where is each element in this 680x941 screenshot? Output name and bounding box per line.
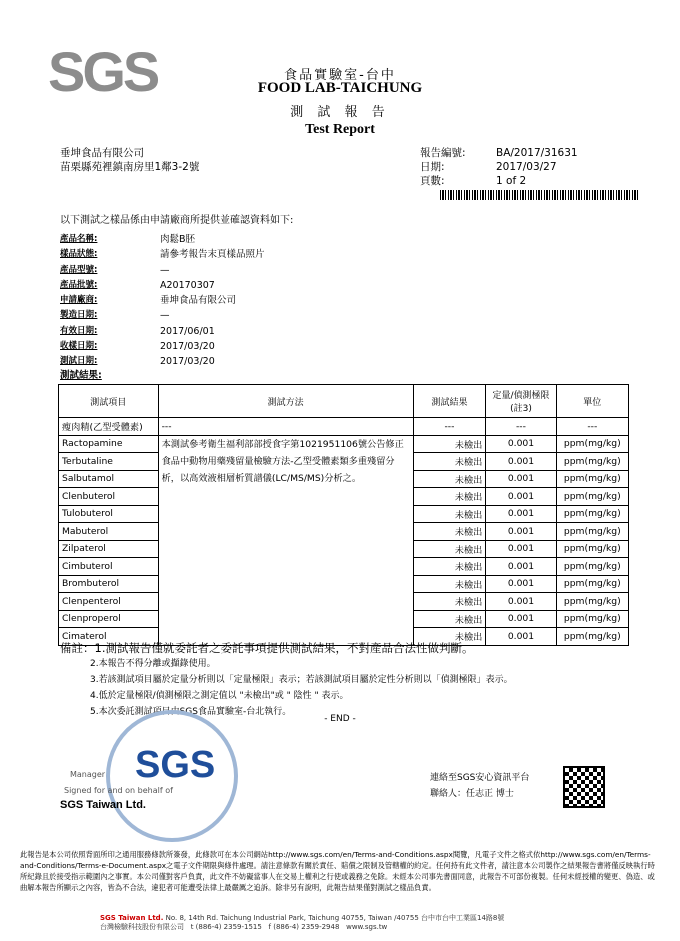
cell-unit: ppm(mg/kg) xyxy=(556,470,628,488)
cell-unit: ppm(mg/kg) xyxy=(556,523,628,541)
info-label: 樣品狀態: xyxy=(60,249,98,260)
info-value: 肉鬆B胚 xyxy=(160,234,196,245)
table-row xyxy=(59,435,629,453)
contact-line-1: 連絡至SGS安心資訊平台 xyxy=(430,773,530,783)
cell-item: Cimbuterol xyxy=(59,558,159,576)
cell-method: 本測試參考衛生福利部部授食字第1021951106號公告修正食品中動物用藥殘留量檢驗方法-乙型受體素類多重殘留分析，以高效液相層析質譜儀(LC/MS/MS)分析之。 xyxy=(158,435,413,645)
report-no: BA/2017/31631 xyxy=(496,147,578,159)
group-unit: --- xyxy=(556,418,628,436)
info-label: 申請廠商: xyxy=(60,295,98,306)
note-5: 5.本次委託測試項目由SGS食品實驗室-台北執行。 xyxy=(90,707,292,717)
intro-text: 以下測試之樣品係由申請廠商所提供並確認資料如下: xyxy=(60,215,294,226)
cell-unit: ppm(mg/kg) xyxy=(556,453,628,471)
note-2: 2.本報告不得分離或擷錄使用。 xyxy=(90,659,216,669)
footer-disclaimer: 此報告是本公司依照背面所印之通用服務條款所簽發，此條款可在本公司網站http://www.sgs.com/en/Terms-and-Conditions.aspx閱覽，凡電子文件之格式依http://www.sgs.com/en/Terms-and-Conditions/Terms-e-Document.aspx之電子文件期限與條件處理。請注意條款有關於責任、賠償之限制及管轄權的約定。任何持有此文件者，請注意本公司製作之結果報告書將僅反映執行時所紀錄且於接受指示範圍內之事實。本公司僅對客戶負責，此文件不妨礙當事人在交易上權利之行使或義務之免除。未經本公司事先書面同意，此報告不可部份複製。任何未經授權的變更、偽造、或曲解本報告所顯示之內容，皆為不合法，違犯者可能遭受法律上最嚴厲之追訴。除非另有說明，此報告結果僅對測試之樣品負責。 xyxy=(20,850,655,892)
info-value: A20170307 xyxy=(160,279,215,291)
header-item: 測試項目 xyxy=(59,385,159,418)
cell-item: Mabuterol xyxy=(59,523,159,541)
cell-unit: ppm(mg/kg) xyxy=(556,435,628,453)
cell-limit: 0.001 xyxy=(486,435,556,453)
info-label: 產品型號: xyxy=(60,264,98,275)
cell-result: 未檢出 xyxy=(413,453,486,471)
info-label: 測試日期: xyxy=(60,356,98,367)
cell-unit: ppm(mg/kg) xyxy=(556,593,628,611)
cell-item: Terbutaline xyxy=(59,453,159,471)
cell-unit: ppm(mg/kg) xyxy=(556,488,628,506)
report-meta xyxy=(420,146,578,188)
cell-limit: 0.001 xyxy=(486,610,556,628)
table-row xyxy=(59,418,629,436)
table-header-row xyxy=(59,385,629,418)
cell-limit: 0.001 xyxy=(486,505,556,523)
group-method: --- xyxy=(158,418,413,436)
cell-limit: 0.001 xyxy=(486,470,556,488)
contact-block xyxy=(430,770,529,802)
end-marker: - END - xyxy=(324,714,356,724)
stamp-logo: SGS xyxy=(135,744,216,786)
info-row xyxy=(60,263,265,278)
group-name: 瘦肉精(乙型受體素) xyxy=(59,418,159,436)
info-row xyxy=(60,247,265,262)
cell-item: Tulobuterol xyxy=(59,505,159,523)
info-label: 有效日期: xyxy=(60,325,98,336)
info-value: 2017/03/20 xyxy=(160,356,215,368)
info-row xyxy=(60,232,265,247)
cell-result: 未檢出 xyxy=(413,505,486,523)
cell-item: Zilpaterol xyxy=(59,540,159,558)
group-result: --- xyxy=(413,418,486,436)
report-no-label: 報告編號: xyxy=(420,147,466,159)
cell-item: Clenpenterol xyxy=(59,593,159,611)
info-value: — xyxy=(160,264,170,276)
report-date-label: 日期: xyxy=(420,161,445,173)
signer-company: SGS Taiwan Ltd. xyxy=(60,799,146,811)
cell-result: 未檢出 xyxy=(413,558,486,576)
footer-address-text: No. 8, 14th Rd. Taichung Industrial Park, Taichung 40755, Taiwan /40755 台中市台中工業區14路8號 xyxy=(165,914,505,922)
cell-item: Clenproperol xyxy=(59,610,159,628)
company-name: 垂坤食品有限公司 xyxy=(60,147,144,159)
info-row xyxy=(60,339,265,354)
header-limit: 定量/偵測極限(註3) xyxy=(486,385,556,418)
cell-unit: ppm(mg/kg) xyxy=(556,610,628,628)
cell-result: 未檢出 xyxy=(413,470,486,488)
cell-item: Ractopamine xyxy=(59,435,159,453)
info-row xyxy=(60,278,265,293)
cell-limit: 0.001 xyxy=(486,523,556,541)
cell-result: 未檢出 xyxy=(413,435,486,453)
cell-result: 未檢出 xyxy=(413,488,486,506)
cell-result: 未檢出 xyxy=(413,523,486,541)
signed-for: Signed for and on behalf of xyxy=(64,786,173,795)
footer-web: www.sgs.tw xyxy=(346,923,388,931)
report-title-en: Test Report xyxy=(305,122,375,137)
info-value: 垂坤食品有限公司 xyxy=(160,295,237,307)
report-page-label: 頁數: xyxy=(420,175,445,187)
info-value: — xyxy=(160,310,170,322)
cell-item: Salbutamol xyxy=(59,470,159,488)
info-label: 收樣日期: xyxy=(60,341,98,352)
header-unit: 單位 xyxy=(556,385,628,418)
cell-limit: 0.001 xyxy=(486,575,556,593)
info-row xyxy=(60,293,265,308)
barcode xyxy=(440,190,640,200)
info-row xyxy=(60,324,265,339)
cell-unit: ppm(mg/kg) xyxy=(556,575,628,593)
info-row xyxy=(60,308,265,323)
cell-unit: ppm(mg/kg) xyxy=(556,558,628,576)
cell-result: 未檢出 xyxy=(413,575,486,593)
info-label: 產品名稱: xyxy=(60,234,98,244)
note-1: 備註：1.測試報告僅就委託者之委託事項提供測試結果，不對產品合法性做判斷。 xyxy=(60,641,474,655)
lab-name-cn: 食品實驗室-台中 xyxy=(284,68,396,83)
info-value: 請參考報告末頁樣品照片 xyxy=(160,249,265,261)
results-title: 測試結果: xyxy=(60,370,102,381)
signer-title: Manager xyxy=(70,770,106,779)
info-label: 產品批號: xyxy=(60,279,98,290)
report-title-cn: 測 試 報 告 xyxy=(290,105,390,120)
notes xyxy=(60,640,513,720)
company-block xyxy=(60,146,199,174)
header-result: 測試結果 xyxy=(413,385,486,418)
sgs-logo: SGS xyxy=(48,40,158,103)
company-address: 苗栗縣苑裡鎮南房里1鄰3-2號 xyxy=(60,161,200,173)
cell-result: 未檢出 xyxy=(413,540,486,558)
cell-limit: 0.001 xyxy=(486,558,556,576)
header-method: 測試方法 xyxy=(158,385,413,418)
footer-address xyxy=(100,914,504,932)
cell-result: 未檢出 xyxy=(413,610,486,628)
info-value: 2017/06/01 xyxy=(160,325,215,337)
info-value: 2017/03/20 xyxy=(160,341,215,353)
report-page: 1 of 2 xyxy=(496,175,527,187)
qr-code xyxy=(563,766,605,808)
cell-result: 未檢出 xyxy=(413,628,486,646)
cell-limit: 0.001 xyxy=(486,453,556,471)
note-4: 4.低於定量極限/偵測極限之測定值以 "未檢出"或 " 陰性 " 表示。 xyxy=(90,691,349,701)
info-label: 製造日期: xyxy=(60,310,98,321)
footer-phone: t (886-4) 2359-1515 xyxy=(190,923,262,931)
cell-result: 未檢出 xyxy=(413,593,486,611)
results-table xyxy=(58,384,629,646)
contact-line-2: 聯絡人：任志正 博士 xyxy=(430,789,514,799)
cell-limit: 0.001 xyxy=(486,540,556,558)
report-date: 2017/03/27 xyxy=(496,161,557,173)
footer-company-cn: 台灣檢驗科技股份有限公司 xyxy=(100,923,184,931)
lab-name-en: FOOD LAB-TAICHUNG xyxy=(257,80,423,96)
group-limit: --- xyxy=(486,418,556,436)
cell-unit: ppm(mg/kg) xyxy=(556,628,628,646)
cell-limit: 0.001 xyxy=(486,628,556,646)
sample-info xyxy=(60,232,265,370)
cell-item: Cimaterol xyxy=(59,628,159,646)
cell-item: Clenbuterol xyxy=(59,488,159,506)
cell-unit: ppm(mg/kg) xyxy=(556,505,628,523)
cell-limit: 0.001 xyxy=(486,593,556,611)
cell-item: Brombuterol xyxy=(59,575,159,593)
footer-fax: f (886-4) 2359-2948 xyxy=(268,923,340,931)
note-3: 3.若該測試項目屬於定量分析則以「定量極限」表示；若該測試項目屬於定性分析則以「偵測極限」表示。 xyxy=(90,675,513,685)
cell-unit: ppm(mg/kg) xyxy=(556,540,628,558)
footer-company-en: SGS Taiwan Ltd. xyxy=(100,914,164,922)
cell-limit: 0.001 xyxy=(486,488,556,506)
